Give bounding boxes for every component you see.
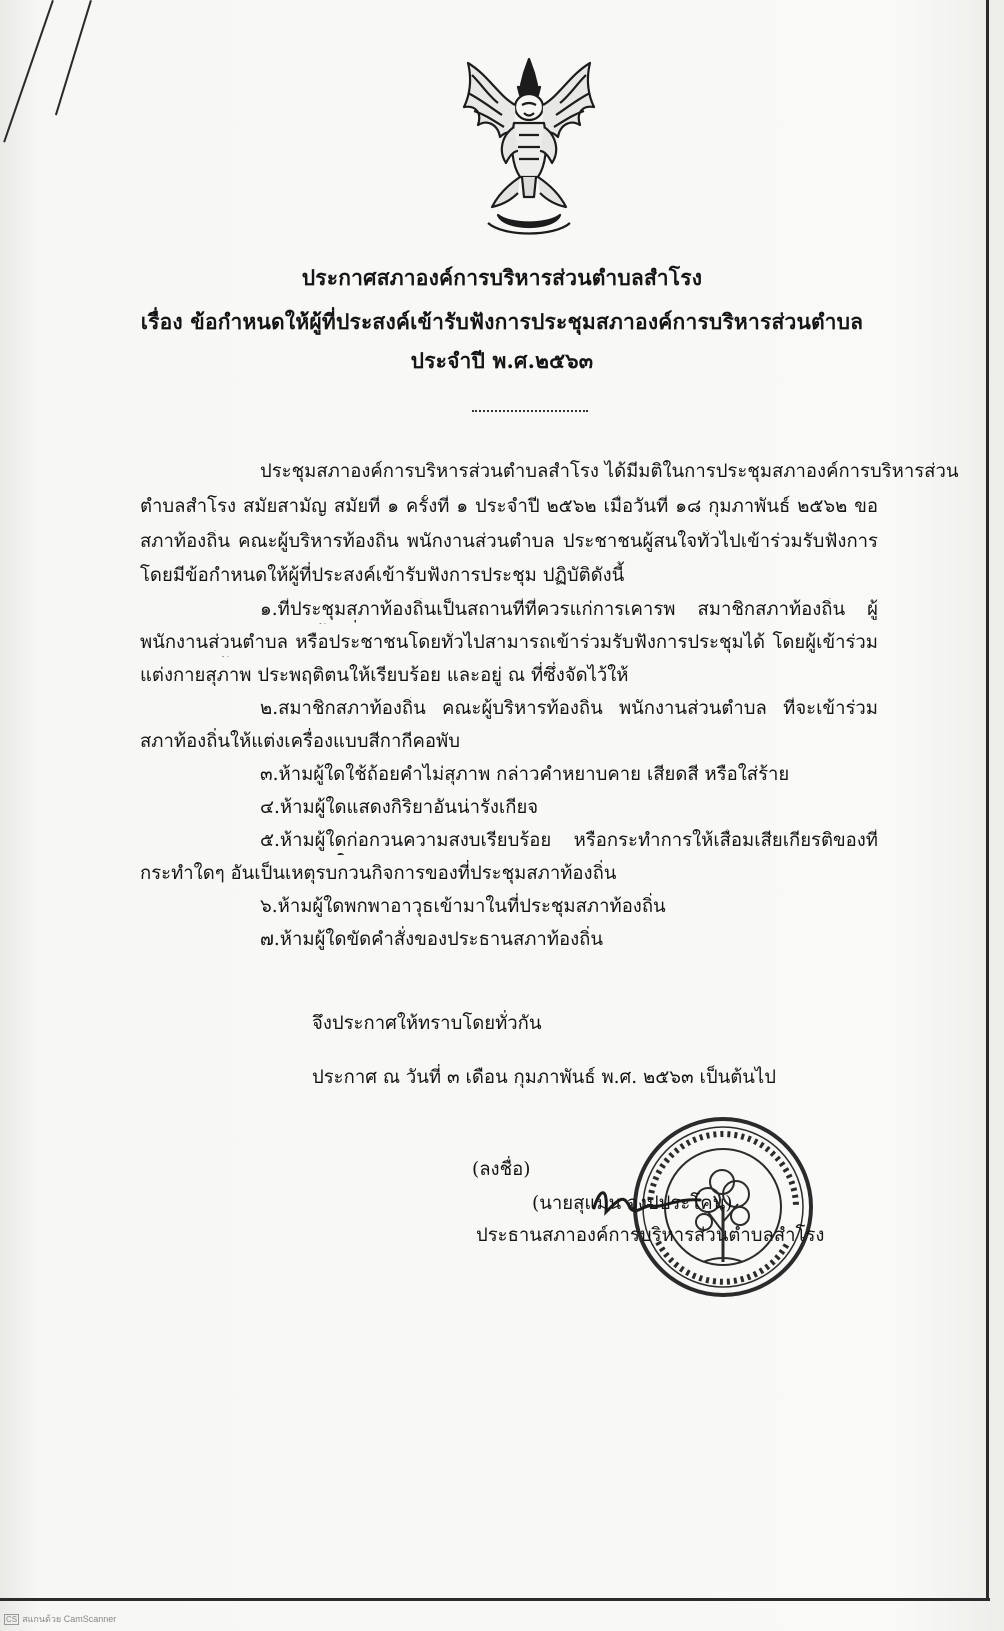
title-separator [472,410,588,412]
garuda-emblem [458,55,600,240]
rule-1-line-2: พนักงานส่วนตำบล หรือประชาชนโดยทั่วไปสามารถเข้าร่วมรับฟังการประชุมได้ โดยผู้เข้าร่วม [140,632,878,653]
rule-3: ๓.ห้ามผู้ใดใช้ถ้อยคำไม่สุภาพ กล่าวคำหยาบคาย เสียดสี หรือใส่ร้าย [260,764,790,785]
intro-line-3: สภาท้องถิ่น คณะผู้บริหารท้องถิ่น พนักงานส่วนตำบล ประชาชนผู้สนใจทั่วไปเข้าร่วมรับฟังการ [140,531,878,552]
scan-edge-line-2 [55,0,92,115]
announcement-year: ประจำปี พ.ศ.๒๕๖๓ [410,348,594,373]
rule-7: ๗.ห้ามผู้ใดขัดคำสั่งของประธานสภาท้องถิ่น [260,929,603,950]
signer-name: (นายสุแมน จงปประโคน) [532,1193,733,1214]
announce-line: จึงประกาศให้ทราบโดยทั่วกัน [312,1013,542,1034]
scanner-text: สแกนด้วย CamScanner [22,1614,117,1624]
announcement-title: ประกาศสภาองค์การบริหารส่วนตำบลสำโรง [301,265,703,290]
rule-2-line-2: สภาท้องถิ่นให้แต่งเครื่องแบบสีกากีคอพับ [140,731,460,752]
scanner-watermark [4,1612,116,1626]
announcement-subject: เรื่อง ข้อกำหนดให้ผู้ที่ประสงค์เข้ารับฟังการประชุมสภาองค์การบริหารส่วนตำบล [140,309,864,334]
announce-date: ประกาศ ณ วันที่ ๓ เดือน กุมภาพันธ์ พ.ศ. ๒๕๖๓ เป็นต้นไป [312,1067,776,1088]
intro-line-1: ประชุมสภาองค์การบริหารส่วนตำบลสำโรง ได้มีมติในการประชุมสภาองค์การบริหารส่วน [260,461,959,482]
rule-2-line-1: ๒.สมาชิกสภาท้องถิ่น คณะผู้บริหารท้องถิ่น พนักงานส่วนตำบล ที่จะเข้าร่วม [260,698,878,719]
intro-line-2: ตำบลสำโรง สมัยสามัญ สมัยที่ ๑ ครั้งที่ ๑ ประจำปี ๒๕๖๒ เมื่อวันที่ ๑๘ กุมภาพันธ์ ๒๕๖๒ ขอ [140,496,878,517]
intro-line-4: โดยมีข้อกำหนดให้ผู้ที่ประสงค์เข้ารับฟังการประชุม ปฏิบัติดังนี้ [140,565,625,586]
scan-edge-line-1 [3,0,54,142]
signed-label: (ลงชื่อ) [472,1159,531,1180]
page-bottom-border [0,1598,990,1601]
rule-5-line-2: กระทำใดๆ อันเป็นเหตุรบกวนกิจการของที่ประชุมสภาท้องถิ่น [140,863,617,884]
rule-5-line-1: ๕.ห้ามผู้ใดก่อกวนความสงบเรียบร้อย หรือกระทำการให้เสื่อมเสียเกียรติของที่ [260,830,878,851]
camscanner-badge-icon: CS [6,1615,18,1624]
page-right-border [986,0,989,1600]
rule-1-line-3: แต่งกายสุภาพ ประพฤติตนให้เรียบร้อย และอยู่ ณ ที่ซึ่งจัดไว้ให้ [140,665,629,686]
signer-position: ประธานสภาองค์การบริหารส่วนตำบลสำโรง [476,1225,825,1246]
rule-1-line-1: ๑.ที่ประชุมสภาท้องถิ่นเป็นสถานที่ที่ควรแก่การเคารพ สมาชิกสภาท้องถิ่น ผู้ [260,599,878,620]
rule-4: ๔.ห้ามผู้ใดแสดงกิริยาอันน่ารังเกียจ [260,797,539,818]
rule-6: ๖.ห้ามผู้ใดพกพาอาวุธเข้ามาในที่ประชุมสภาท้องถิ่น [260,896,666,917]
